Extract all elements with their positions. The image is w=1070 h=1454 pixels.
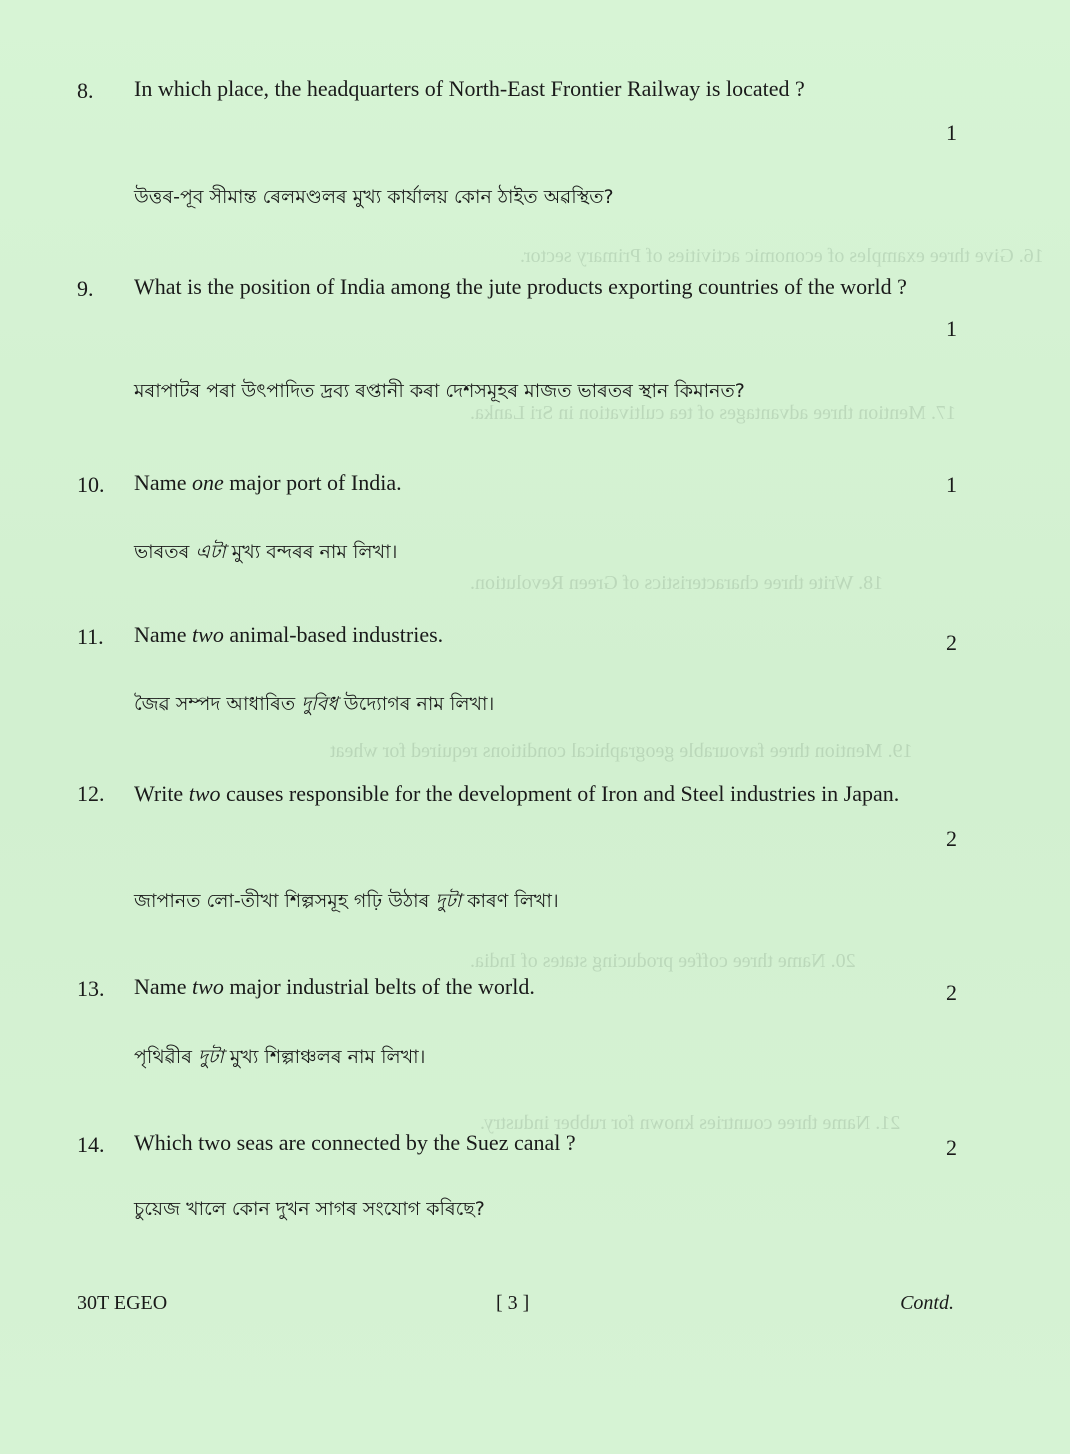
question-text-as: মৰাপাটৰ পৰা উৎপাদিত দ্ৰব্য ৰপ্তানী কৰা দেশসমূহৰ মাজত ভাৰতৰ স্থান কিমানত? xyxy=(134,380,745,402)
question-number: 9. xyxy=(77,276,94,301)
question-number: 13. xyxy=(77,976,105,1001)
question-text-en: What is the position of India among the jute products exporting countries of the world ? xyxy=(134,274,907,299)
question-marks: 2 xyxy=(946,980,957,1005)
question-marks: 1 xyxy=(946,316,957,341)
question-marks: 2 xyxy=(946,1135,957,1160)
question-text-en: Name one major port of India. xyxy=(134,470,402,495)
show-through-text: 21. Name three countries known for rubber industry. xyxy=(480,1112,901,1134)
question-text-en: Write two causes responsible for the development of Iron and Steel industries in Japan. xyxy=(134,781,900,806)
question-text-en: Name two major industrial belts of the world. xyxy=(134,974,535,999)
question-marks: 2 xyxy=(946,826,957,851)
show-through-text: 16. Give three examples of economic activities of Primary sector. xyxy=(520,245,1044,267)
question-text-en: Name two animal-based industries. xyxy=(134,622,444,647)
paper-code: 30T EGEO xyxy=(77,1292,168,1314)
show-through-text: 19. Mention three favourable geographical conditions required for wheat xyxy=(330,740,913,762)
question-text-as: চুয়েজ খালে কোন দুখন সাগৰ সংযোগ কৰিছে? xyxy=(134,1198,485,1220)
show-through-text: 18. Write three characteristics of Green Revolution. xyxy=(470,572,884,594)
question-text-as: পৃথিৱীৰ দুটা মুখ্য শিল্পাঞ্চলৰ নাম লিখা। xyxy=(134,1046,426,1068)
question-text-as: ভাৰতৰ এটা মুখ্য বন্দৰৰ নাম লিখা। xyxy=(134,541,398,563)
question-text-en: Which two seas are connected by the Suez canal ? xyxy=(134,1130,576,1155)
question-text-as: জৈৱ সম্পদ আধাৰিত দুবিধ উদ্যোগৰ নাম লিখা। xyxy=(134,693,495,715)
question-text-as: উত্তৰ-পূব সীমান্ত ৰেলমণ্ডলৰ মুখ্য কাৰ্যালয় কোন ঠাইত অৱস্থিত? xyxy=(134,186,614,208)
question-marks: 1 xyxy=(946,472,957,497)
continued-label: Contd. xyxy=(900,1292,954,1314)
show-through-text: 17. Mention three advantages of tea cultivation in Sri Lanka. xyxy=(470,402,956,424)
question-number: 12. xyxy=(77,781,105,806)
question-number: 8. xyxy=(77,78,94,103)
question-text-as: জাপানত লো-তীখা শিল্পসমূহ গঢ়ি উঠাৰ দুটা কাৰণ লিখা। xyxy=(134,890,559,912)
question-marks: 1 xyxy=(946,120,957,145)
question-marks: 2 xyxy=(946,630,957,655)
question-number: 11. xyxy=(77,624,104,649)
question-number: 10. xyxy=(77,472,105,497)
show-through-text: 20. Name three coffee producing states of India. xyxy=(470,950,856,972)
page-number: [ 3 ] xyxy=(496,1292,530,1314)
question-number: 14. xyxy=(77,1132,105,1157)
question-text-en: In which place, the headquarters of North-East Frontier Railway is located ? xyxy=(134,76,805,101)
